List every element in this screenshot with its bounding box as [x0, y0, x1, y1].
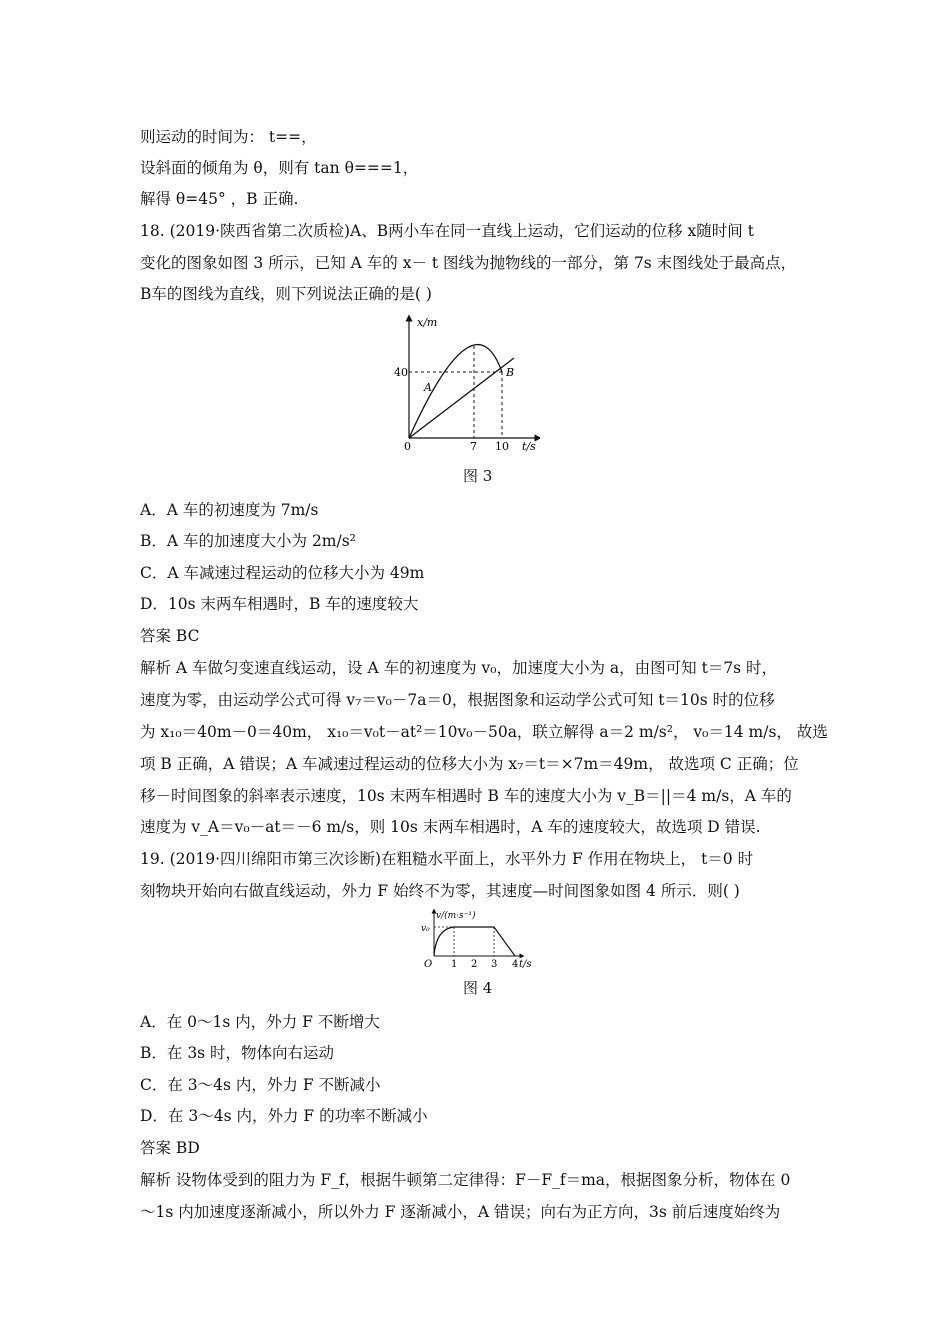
option-18-d: D．10s 末两车相遇时，B 车的速度较大 [140, 595, 419, 613]
tick-3: 3 [491, 959, 498, 969]
origin-label: O [424, 959, 433, 969]
text-line: 则运动的时间为： t==， [140, 128, 317, 146]
tick-v0: v₀ [421, 924, 430, 934]
series-label-a: A [424, 381, 432, 394]
curve-a [409, 345, 502, 438]
explanation-19: ～1s 内加速度逐渐减小，所以外力 F 逐渐减小，A 错误；向右为正方向，3s 前后速度始终为 [140, 1203, 781, 1221]
option-19-b: B．在 3s 时，物体向右运动 [140, 1044, 335, 1062]
tick-7: 7 [470, 440, 477, 453]
explanation-19: 解析 设物体受到的阻力为 F_f，根据牛顿第二定律得：F－F_f＝ma，根据图象分析，物体在 0 [140, 1171, 791, 1189]
question-18-stem: 18. (2019·陕西省第二次质检)A、B两小车在同一直线上运动，它们运动的位移 x随时间 t [140, 222, 754, 240]
velocity-curve [434, 927, 515, 956]
figure-3-graph [390, 312, 540, 457]
option-18-c: C．A 车减速过程运动的位移大小为 49m [140, 564, 425, 582]
explanation-18: 项 B 正确，A 错误；A 车减速过程运动的位移大小为 x₇＝t＝×7m＝49m， 故选项 C 正确；位 [140, 755, 799, 773]
option-19-a: A．在 0～1s 内，外力 F 不断增大 [140, 1013, 380, 1031]
option-19-c: C．在 3～4s 内，外力 F 不断减小 [140, 1076, 381, 1094]
question-18-stem: 变化的图象如图 3 所示，已知 A 车的 x－ t 图线为抛物线的一部分，第 7s 末图线处于最高点， [140, 254, 797, 272]
text-line: 解得 θ=45° ，B 正确. [140, 190, 299, 208]
line-b [409, 358, 514, 438]
answer-18: 答案 BC [140, 627, 200, 645]
tick-2: 2 [471, 959, 478, 969]
x-axis-label: t/s [519, 959, 532, 969]
figure-4-caption: 图 4 [463, 979, 493, 997]
explanation-18: 移－时间图象的斜率表示速度，10s 末两车相遇时 B 车的速度大小为 v_B＝||＝4 m/s，A 车的 [140, 787, 792, 805]
figure-4-graph [418, 907, 538, 969]
origin-label: 0 [404, 440, 411, 453]
text-line: 设斜面的倾角为 θ，则有 tan θ===1， [140, 159, 419, 177]
tick-1: 1 [451, 959, 458, 969]
figure-3-caption: 图 3 [463, 467, 493, 485]
y-axis-label: x/m [417, 316, 438, 329]
answer-19: 答案 BD [140, 1139, 200, 1157]
explanation-18: 速度为 v_A＝v₀－at＝－6 m/s，则 10s 末两车相遇时，A 车的速度较大，故选项 D 错误. [140, 818, 761, 836]
option-18-b: B．A 车的加速度大小为 2m/s² [140, 532, 356, 550]
question-19-stem: 刻物块开始向右做直线运动，外力 F 始终不为零，其速度—时间图象如图 4 所示．则( ) [140, 882, 740, 900]
question-18-stem: B车的图线为直线，则下列说法正确的是( ) [140, 285, 432, 303]
option-18-a: A．A 车的初速度为 7m/s [140, 501, 319, 519]
option-19-d: D．在 3～4s 内，外力 F 的功率不断减小 [140, 1107, 428, 1125]
x-axis-label: t/s [522, 440, 536, 453]
explanation-18: 解析 A 车做匀变速直线运动，设 A 车的初速度为 v₀，加速度大小为 a，由图可知 t＝7s 时， [140, 659, 778, 677]
explanation-18: 为 x₁₀＝40m－0＝40m， x₁₀＝v₀t－at²＝10v₀－50a，联立解得 a＝2 m/s²， v₀＝14 m/s， 故选 [140, 723, 828, 741]
tick-4: 4 [512, 959, 519, 969]
y-axis-label: v/(m·s⁻¹) [436, 911, 476, 921]
tick-10: 10 [495, 440, 509, 453]
question-19-stem: 19. (2019·四川绵阳市第三次诊断)在粗糙水平面上，水平外力 F 作用在物块上， t＝0 时 [140, 850, 754, 868]
tick-40: 40 [394, 366, 408, 379]
explanation-18: 速度为零，由运动学公式可得 v₇＝v₀－7a＝0，根据图象和运动学公式可知 t＝10s 时的位移 [140, 691, 775, 709]
series-label-b: B [506, 366, 515, 379]
